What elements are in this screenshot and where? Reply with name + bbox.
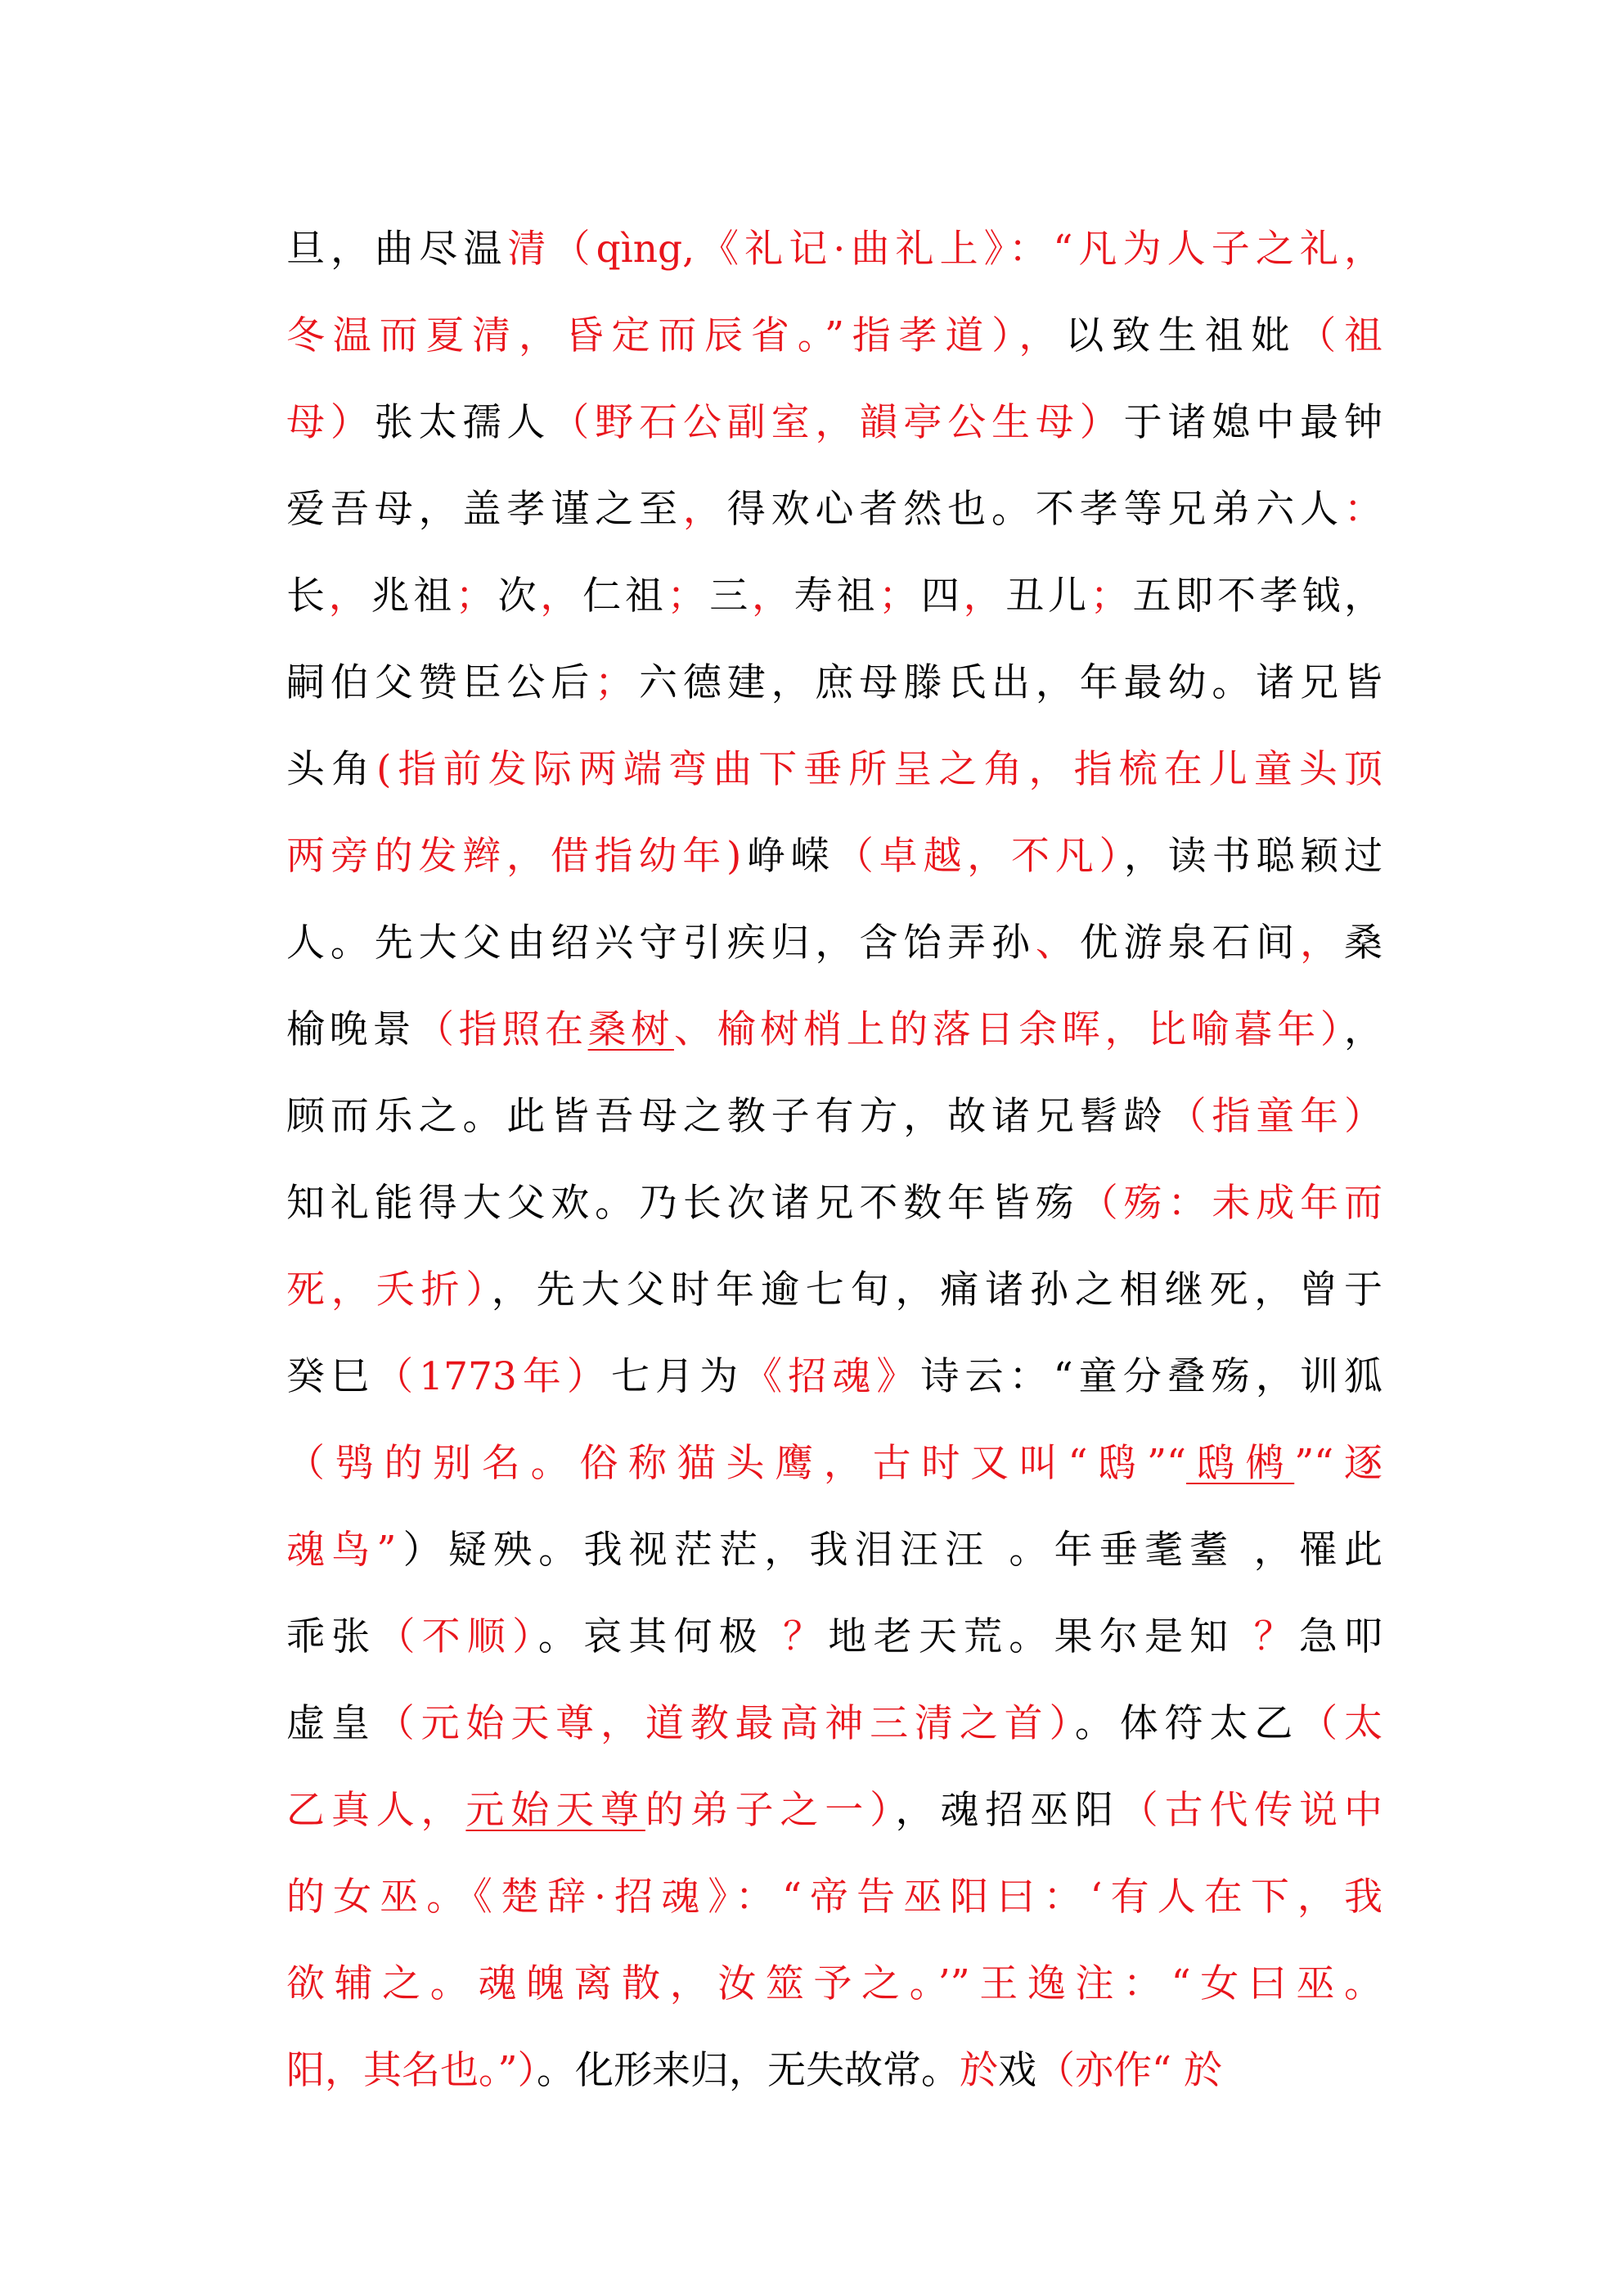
text-line bbox=[286, 1334, 1382, 1420]
text-line bbox=[286, 987, 1382, 1074]
annotation-text: 乙真人， bbox=[286, 1788, 466, 1833]
text-line bbox=[286, 1941, 1382, 2028]
annotation-text: （亦作“ 於 bbox=[1036, 2048, 1222, 2093]
text-line bbox=[286, 1767, 1382, 1854]
annotation-text: 阳，其名也。”） bbox=[286, 2048, 537, 2093]
body-text: 峥嵘 bbox=[741, 834, 835, 879]
body-text: 于诸媳中最钟 bbox=[1123, 400, 1382, 445]
body-text: 顾而乐之。此皆吾母之教子有方，故诸兄髫龄 bbox=[286, 1094, 1168, 1139]
annotation-text: 的弟子之一） bbox=[645, 1788, 896, 1833]
annotation-text: 欲辅之。魂魄离散，汝筮予之。’”王逸注：“女曰巫。 bbox=[286, 1961, 1382, 2006]
text-line bbox=[286, 466, 1382, 553]
body-text: 四 bbox=[917, 574, 964, 619]
text-line bbox=[286, 813, 1382, 900]
text-line bbox=[286, 1854, 1382, 1941]
annotation-text: ， bbox=[328, 574, 371, 619]
text-line bbox=[286, 1681, 1382, 1767]
body-text: ， bbox=[1344, 1007, 1382, 1052]
body-text: 次 bbox=[493, 574, 541, 619]
body-text: 三 bbox=[705, 574, 753, 619]
body-text: 。化形来归，无失故常。 bbox=[537, 2048, 960, 2093]
annotation-text: ； bbox=[595, 660, 634, 705]
text-line bbox=[286, 380, 1382, 466]
annotation-text: ， bbox=[682, 487, 727, 532]
annotation-text: ， bbox=[1300, 921, 1344, 966]
annotation-text: （祖 bbox=[1297, 313, 1382, 358]
annotation-text: 鸱鸺 bbox=[1186, 1441, 1295, 1486]
body-text: 得欢心者然也。不孝等兄弟六人 bbox=[726, 487, 1344, 532]
annotation-text: 清（qìng,《礼记·曲礼上》：“凡为人子之礼， bbox=[507, 227, 1382, 272]
annotation-text: 元始天尊 bbox=[465, 1788, 645, 1833]
body-text: 优游泉石间 bbox=[1079, 921, 1301, 966]
annotation-text: ； bbox=[455, 574, 494, 619]
annotation-text: 的女巫。《楚辞·招魂》：“帝告巫阳曰：‘有人在下，我 bbox=[286, 1875, 1382, 1920]
annotation-text: 两旁的发辫，借指幼年) bbox=[286, 834, 742, 879]
text-line bbox=[286, 2028, 1382, 2114]
text-line bbox=[286, 640, 1382, 727]
annotation-text: 死，夭折） bbox=[286, 1267, 492, 1312]
text-line bbox=[286, 206, 1382, 293]
annotation-text: （太 bbox=[1299, 1701, 1382, 1746]
annotation-text: 桑树 bbox=[587, 1007, 674, 1052]
text-line bbox=[286, 1074, 1382, 1160]
annotation-text: ？ bbox=[1253, 1614, 1299, 1659]
text-line bbox=[286, 1507, 1382, 1594]
body-text: 张太孺人 bbox=[374, 400, 551, 445]
text-line bbox=[286, 900, 1382, 987]
annotation-text: 於 bbox=[960, 2048, 999, 2093]
body-text: 丑儿 bbox=[1005, 574, 1090, 619]
annotation-text: ； bbox=[1090, 574, 1129, 619]
annotation-text: ， bbox=[540, 574, 583, 619]
annotation-text: 《招魂》 bbox=[744, 1354, 921, 1399]
annotation-text: 母） bbox=[286, 400, 375, 445]
annotation-text: （1773年） bbox=[375, 1354, 611, 1399]
annotation-text: ： bbox=[1344, 487, 1382, 532]
body-text: 榆晚景 bbox=[286, 1007, 416, 1052]
body-text: ）疑殃。我视茫茫，我泪汪汪 。年垂耄耋 ，罹此 bbox=[396, 1528, 1382, 1573]
text-line bbox=[286, 293, 1382, 380]
annotation-text: ； bbox=[667, 574, 706, 619]
body-text: 癸巳 bbox=[286, 1354, 375, 1399]
annotation-text: （元始天尊，道教最高神三清之首） bbox=[375, 1701, 1075, 1746]
body-text: 地老天荒。果尔是知 bbox=[828, 1614, 1254, 1659]
body-text: ，先大父时年逾七旬，痛诸孙之相继死，曾于 bbox=[491, 1267, 1382, 1312]
body-text: 七月为 bbox=[610, 1354, 744, 1399]
annotation-text: 冬温而夏清，昏定而辰省。”指孝道）， bbox=[286, 313, 1066, 358]
annotation-text: （指童年） bbox=[1167, 1094, 1382, 1139]
body-text: 戏 bbox=[998, 2048, 1037, 2093]
body-text: 仁祖 bbox=[582, 574, 668, 619]
body-text: 人。先大父由绍兴守引疾归，含饴弄孙 bbox=[286, 921, 1036, 966]
body-text: 桑 bbox=[1344, 921, 1382, 966]
annotation-text: ？ bbox=[783, 1614, 829, 1659]
text-line bbox=[286, 1420, 1382, 1507]
body-text: 以致生祖妣 bbox=[1065, 313, 1298, 358]
annotation-text: ； bbox=[879, 574, 918, 619]
annotation-text: （不顺） bbox=[376, 1614, 538, 1659]
body-text: 六德建，庶母滕氏出，年最幼。诸兄皆 bbox=[633, 660, 1382, 705]
body-text: 。体符太乙 bbox=[1074, 1701, 1300, 1746]
body-text: 爱吾母，盖孝谨之至 bbox=[286, 487, 683, 532]
document-body bbox=[286, 206, 1382, 2114]
annotation-text: （指照在 bbox=[415, 1007, 588, 1052]
text-line bbox=[286, 727, 1382, 813]
body-text: ，读书聪颖过 bbox=[1123, 834, 1382, 879]
annotation-text: 、 bbox=[1035, 921, 1080, 966]
body-text: 兆祖 bbox=[371, 574, 456, 619]
annotation-text: (指前发际两端弯曲下垂所呈之角，指梳在儿童头顶 bbox=[376, 747, 1382, 792]
body-text: ，魂招巫阳 bbox=[895, 1788, 1120, 1833]
body-text: 乖张 bbox=[286, 1614, 377, 1659]
annotation-text: ， bbox=[963, 574, 1006, 619]
text-line bbox=[286, 1160, 1382, 1247]
annotation-text: （卓越，不凡） bbox=[834, 834, 1124, 879]
annotation-text: 、榆树梢上的落日余晖，比喻暮年） bbox=[673, 1007, 1345, 1052]
body-text: 旦，曲尽温 bbox=[286, 227, 508, 272]
body-text: 急叩 bbox=[1298, 1614, 1382, 1659]
text-line bbox=[286, 1594, 1382, 1681]
body-text: 诗云：“童分叠殇，训狐 bbox=[920, 1354, 1382, 1399]
body-text: 头角 bbox=[286, 747, 377, 792]
text-line bbox=[286, 553, 1382, 640]
body-text: 五即不孝钺， bbox=[1128, 574, 1382, 619]
body-text: 嗣伯父赞臣公后 bbox=[286, 660, 596, 705]
text-line bbox=[286, 1247, 1382, 1334]
annotation-text: （鸮的别名。俗称猫头鹰，古时又叫“鸱”“ bbox=[286, 1441, 1187, 1486]
annotation-text: 魂鸟” bbox=[286, 1528, 397, 1573]
body-text: 。哀其何极 bbox=[537, 1614, 784, 1659]
annotation-text: （野石公副室，韻亭公生母） bbox=[551, 400, 1124, 445]
annotation-text: （古代传说中 bbox=[1119, 1788, 1382, 1833]
annotation-text: （殇：未成年而 bbox=[1079, 1181, 1382, 1226]
body-text: 知礼能得大父欢。乃长次诸兄不数年皆殇 bbox=[286, 1181, 1080, 1226]
body-text: 虚皇 bbox=[286, 1701, 376, 1746]
body-text: 长 bbox=[286, 574, 329, 619]
annotation-text: ， bbox=[752, 574, 794, 619]
body-text: 寿祖 bbox=[794, 574, 879, 619]
annotation-text: ”“逐 bbox=[1294, 1441, 1382, 1486]
